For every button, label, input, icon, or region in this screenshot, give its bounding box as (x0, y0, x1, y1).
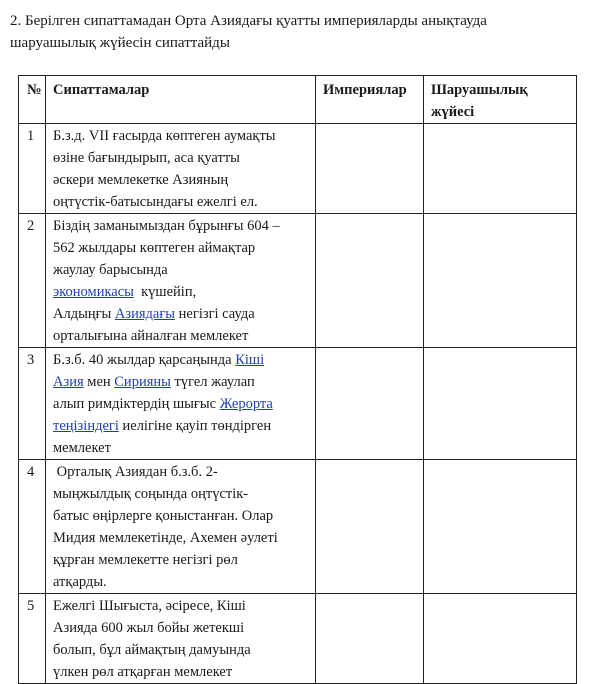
desc-line: Орталық Азиядан б.з.б. 2- (53, 464, 218, 480)
economy-answer-cell[interactable] (424, 214, 577, 348)
desc-text: мен (83, 374, 115, 390)
desc-line: батыс өңірлерге қоныстанған. Олар (53, 508, 274, 524)
row-description (46, 594, 316, 684)
desc-line: 562 жылдары көптеген аймақтар (53, 240, 256, 256)
header-number: № (19, 76, 46, 124)
row-description (46, 124, 316, 214)
desc-line: Мидия мемлекетінде, Ахемен әулеті (53, 530, 278, 546)
desc-line: Азияда 600 жыл бойы жетекші (53, 620, 245, 636)
desc-line: әскери мемлекетке Азияның (53, 172, 229, 188)
link-mediterranean[interactable]: Жерорта (219, 396, 273, 412)
economy-answer-cell[interactable] (424, 594, 577, 684)
row-number: 2 (19, 214, 46, 348)
row-number: 5 (19, 594, 46, 684)
desc-text: алып римдіктердің шығыс (53, 396, 220, 412)
desc-line: құрған мемлекетте негізгі рөл (53, 552, 238, 568)
desc-text: иелігіне қауіп төндірген (118, 418, 272, 434)
desc-text: күшейіп, (133, 284, 197, 300)
desc-line: өзіне бағындырып, аса қуатты (53, 150, 240, 166)
desc-line: Біздің заманымыздан бұрынғы 604 – (53, 218, 280, 234)
desc-line (53, 371, 311, 393)
header-descriptions: Сипаттамалар (46, 76, 316, 124)
desc-line: мемлекет (53, 440, 111, 456)
desc-line: оңтүстік-батысындағы ежелгі ел. (53, 194, 258, 210)
desc-line (53, 281, 311, 303)
empire-answer-cell[interactable] (316, 124, 424, 214)
task-line-2: шаруашылық жүйесін сипаттайды (10, 35, 230, 51)
economy-answer-cell[interactable] (424, 124, 577, 214)
link-syria[interactable]: Сирияны (114, 374, 171, 390)
row-number: 4 (19, 460, 46, 594)
desc-line: мыңжылдық соңында оңтүстік- (53, 486, 249, 502)
desc-line: жаулау барысында (53, 262, 168, 278)
desc-text: Б.з.б. 40 жылдар қарсаңында (53, 352, 236, 368)
link-asia-minor[interactable]: Азия (53, 374, 84, 390)
table-row (19, 124, 577, 214)
row-number: 1 (19, 124, 46, 214)
header-empires: Империялар (316, 76, 424, 124)
desc-line: орталығына айналған мемлекет (53, 328, 249, 344)
desc-line: үлкен рөл атқарған мемлекет (53, 664, 233, 680)
task-line-1: 2. Берілген сипаттамадан Орта Азиядағы қуатты империяларды анықтауда (10, 13, 487, 29)
description-table (18, 75, 577, 684)
desc-line (53, 393, 311, 415)
link-economy[interactable]: экономикасы (53, 284, 134, 300)
table-row (19, 348, 577, 460)
link-sea[interactable]: теңізіндегі (53, 418, 119, 434)
header-economy: Шаруашылық жүйесі (424, 76, 577, 124)
link-lesser[interactable]: Кіші (235, 352, 265, 368)
desc-line: Ежелгі Шығыста, әсіресе, Кіші (53, 598, 246, 614)
task-instruction (10, 10, 610, 54)
desc-line: Б.з.д. VІІ ғасырда көптеген аумақты (53, 128, 276, 144)
table-row (19, 594, 577, 684)
table-row (19, 460, 577, 594)
empire-answer-cell[interactable] (316, 594, 424, 684)
economy-answer-cell[interactable] (424, 348, 577, 460)
empire-answer-cell[interactable] (316, 348, 424, 460)
desc-line: атқарды. (53, 574, 107, 590)
desc-line (53, 415, 311, 437)
desc-text: негізгі сауда (175, 306, 255, 322)
desc-line (53, 349, 311, 371)
empire-answer-cell[interactable] (316, 214, 424, 348)
empire-answer-cell[interactable] (316, 460, 424, 594)
table-row (19, 214, 577, 348)
row-description (46, 214, 316, 348)
link-asia[interactable]: Азиядағы (114, 306, 176, 322)
header-row (19, 76, 577, 124)
row-number: 3 (19, 348, 46, 460)
desc-line: болып, бұл аймақтың дамуында (53, 642, 251, 658)
row-description (46, 460, 316, 594)
desc-text: түгел жаулап (170, 374, 255, 390)
desc-text: Алдыңғы (53, 306, 115, 322)
row-description (46, 348, 316, 460)
economy-answer-cell[interactable] (424, 460, 577, 594)
desc-line (53, 303, 311, 325)
